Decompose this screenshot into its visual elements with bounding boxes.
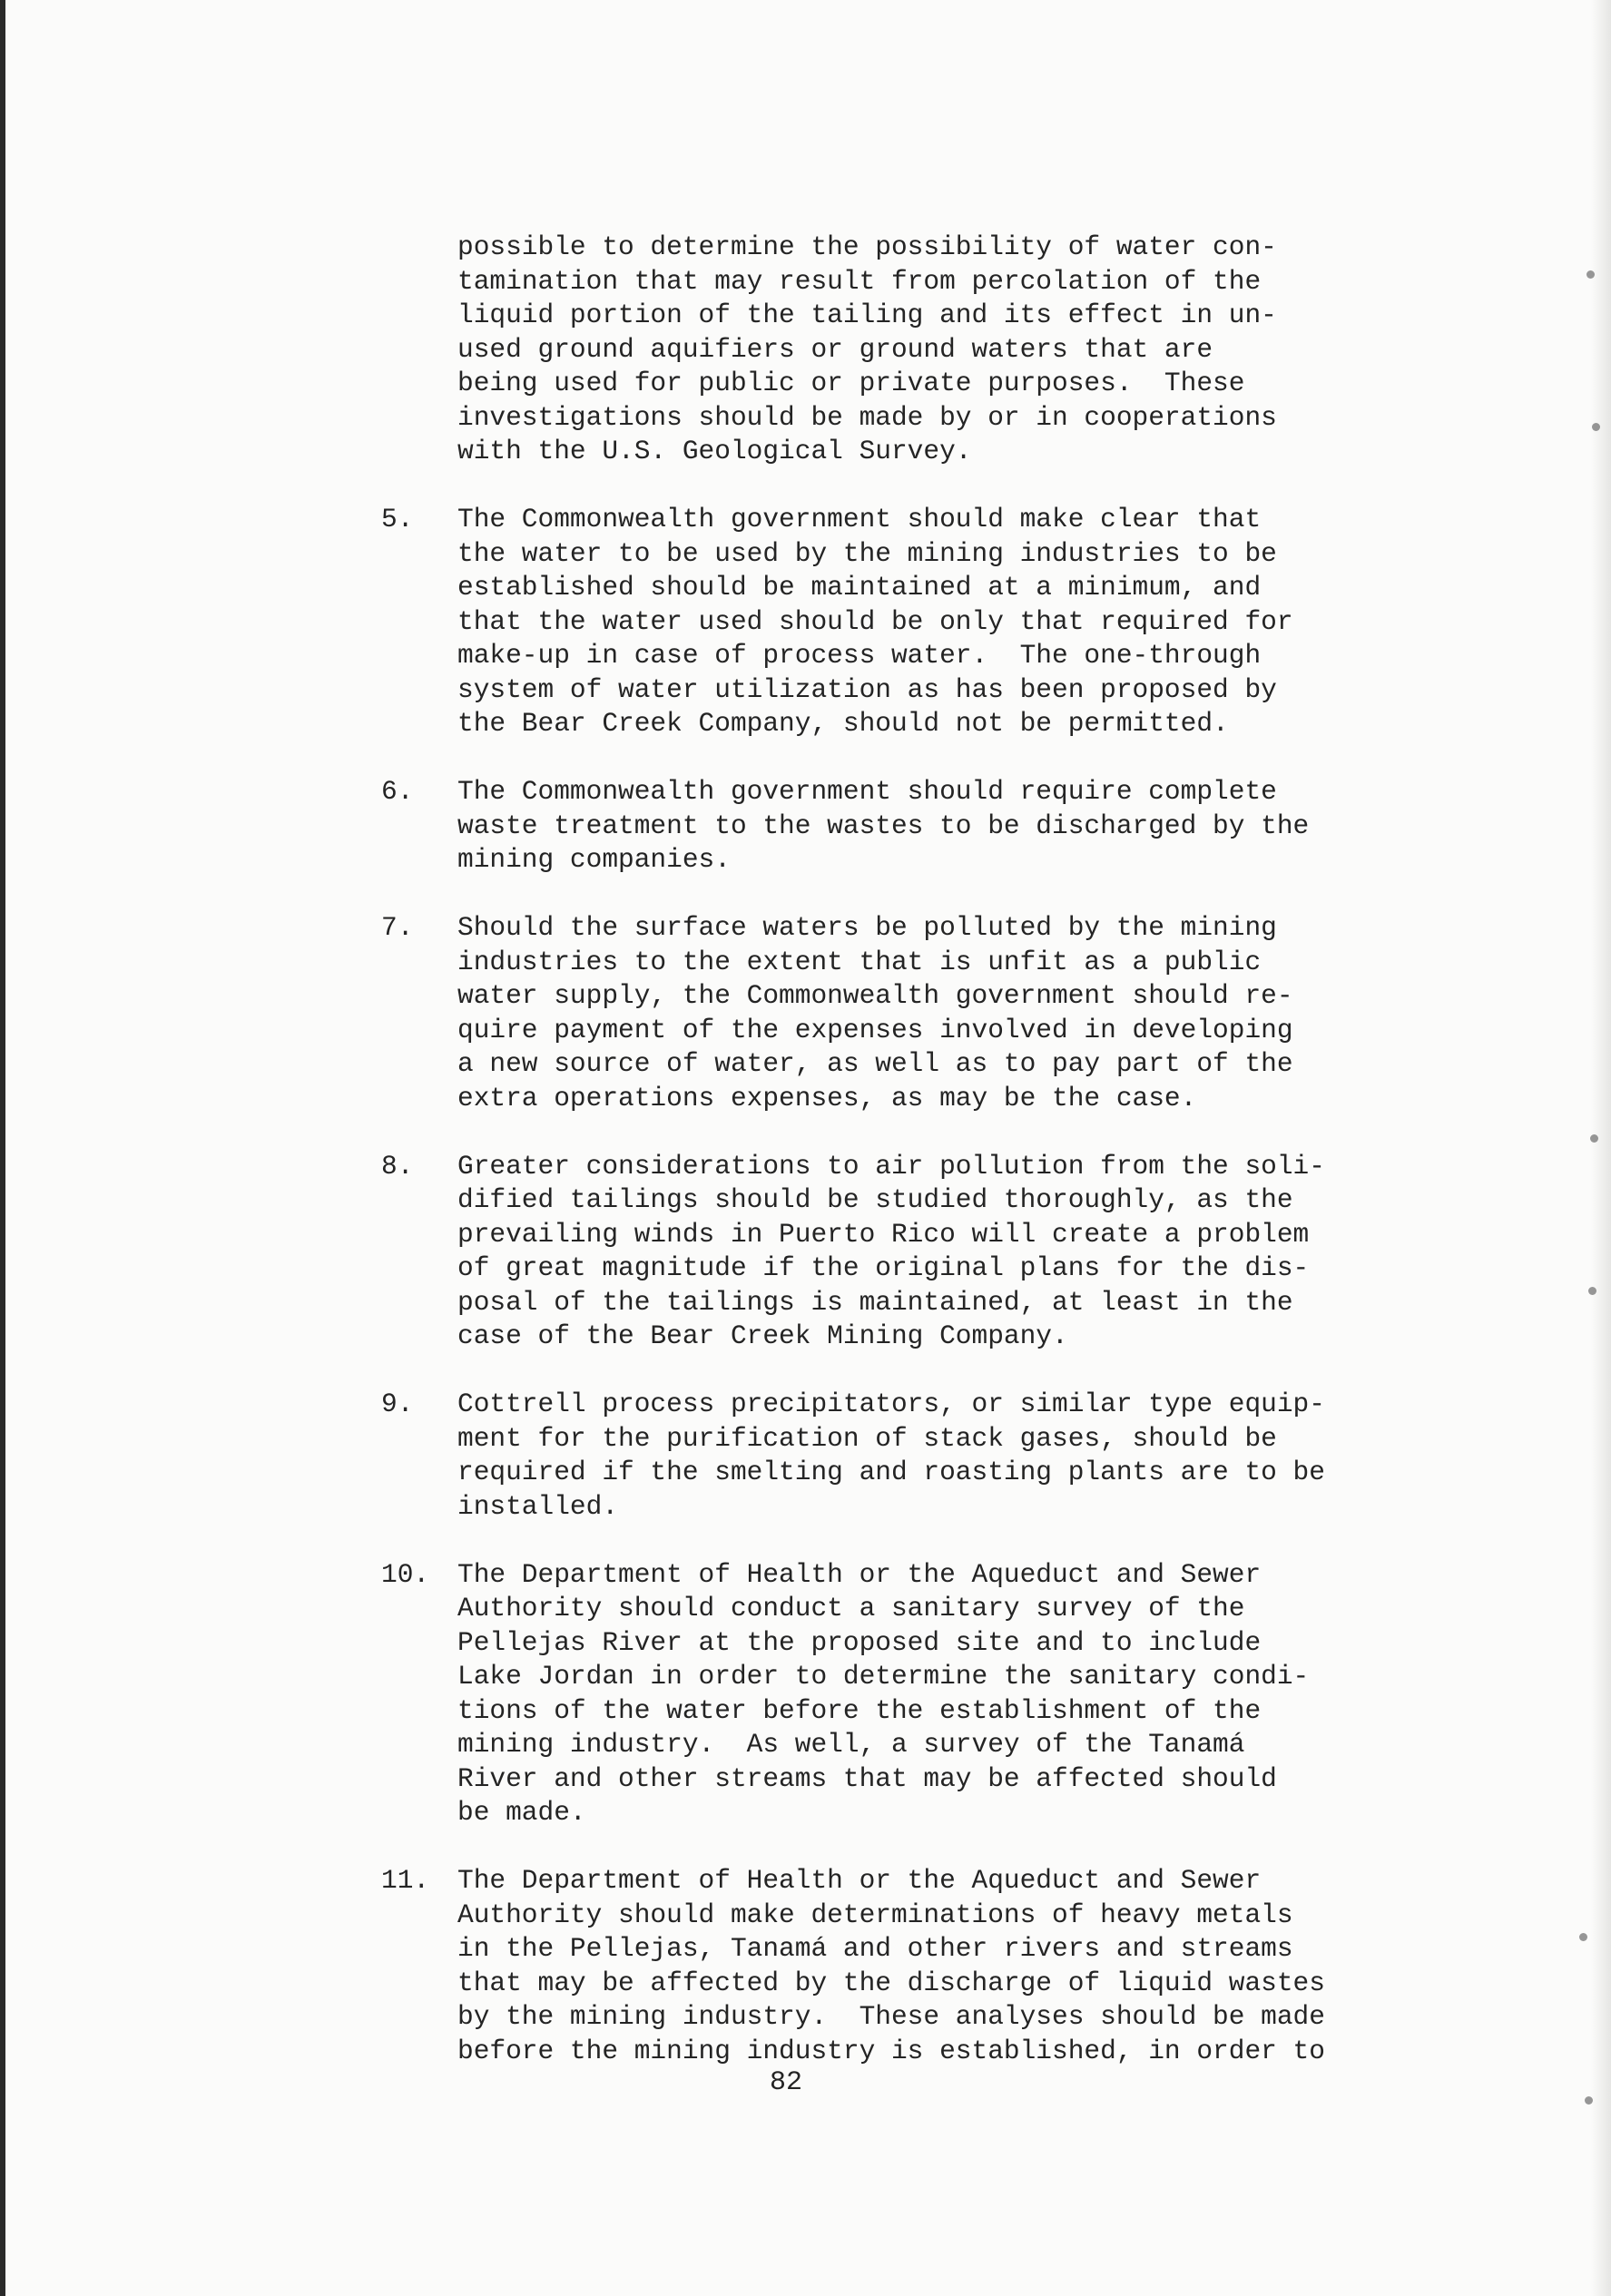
list-item <box>381 1558 1434 1830</box>
item-number: 5. <box>381 504 414 535</box>
item-text: The Department of Health or the Aqueduct and Sewer Authority should conduct a sanitary survey of the Pellejas River at the proposed site and to include Lake Jordan in order to determine the sanitary condi- tions of the water before the establishment of the mining industry. As well, a survey of the Tanamá River and other streams that may be affected should be made. <box>457 1558 1310 1828</box>
item-text: Should the surface waters be polluted by the mining industries to the extent that is unfit as a public water supply, the Commonwealth government should re- quire payment of the expenses involved in developing a new source of water, as well as to pay part of the extra operations expenses, as may be the case. <box>457 912 1293 1114</box>
page-right-shadow <box>1591 0 1611 2296</box>
item-text: The Department of Health or the Aqueduct and Sewer Authority should make determinations of heavy metals in the Pellejas, Tanamá and other rivers and streams that may be affected by the discharge of liquid wastes by the mining industry. These analyses should be made before the mining industry is established, in order to <box>457 1865 1325 2066</box>
page-number: 82 <box>770 2067 803 2098</box>
item-number: 11. <box>381 1865 430 1896</box>
intro-paragraph: possible to determine the possibility of water con- tamination that may result from percolation of the liquid portion of the tailing and its effect in un- used ground aquifiers or ground waters that are being used for public or private purposes. These investigations should be made by or in cooperations with the U.S. Geological Survey. <box>457 231 1277 466</box>
page-left-edge <box>0 0 5 2296</box>
scan-speck <box>1586 270 1595 279</box>
list-item <box>381 1388 1434 1524</box>
list-item <box>381 911 1434 1115</box>
item-text: The Commonwealth government should require complete waste treatment to the wastes to be discharged by the mining companies. <box>457 776 1310 875</box>
item-number: 7. <box>381 912 414 943</box>
list-item <box>381 1150 1434 1354</box>
item-number: 6. <box>381 776 414 807</box>
list-item <box>381 775 1434 878</box>
item-text: Cottrell process precipitators, or similar type equip- ment for the purification of stack gases, should be required if the smelting and roasting plants are to be installed. <box>457 1388 1325 1522</box>
item-text: Greater considerations to air pollution from the soli- dified tailings should be studied thoroughly, as the prevailing winds in Puerto Rico will create a problem of great magnitude if the original plans for the dis- posal of the tailings is maintained, at least in the case of the Bear Creek Mining Company. <box>457 1150 1325 1351</box>
item-number: 10. <box>381 1558 430 1590</box>
scan-speck <box>1590 1134 1598 1143</box>
item-number: 8. <box>381 1150 414 1182</box>
list-item <box>381 503 1434 741</box>
scan-speck <box>1588 1287 1596 1295</box>
scan-speck <box>1585 2096 1593 2105</box>
item-text: The Commonwealth government should make clear that the water to be used by the mining industries to be established should be maintained at a minimum, and that the water used should be only that required for make-up in case of process water. The one-through system of water utilization as has been proposed by the Bear Creek Company, should not be permitted. <box>457 504 1293 739</box>
list-item <box>381 1864 1434 2068</box>
document-body <box>381 231 1434 2068</box>
scan-speck <box>1579 1933 1587 1941</box>
item-number: 9. <box>381 1388 414 1419</box>
scan-speck <box>1592 423 1600 431</box>
